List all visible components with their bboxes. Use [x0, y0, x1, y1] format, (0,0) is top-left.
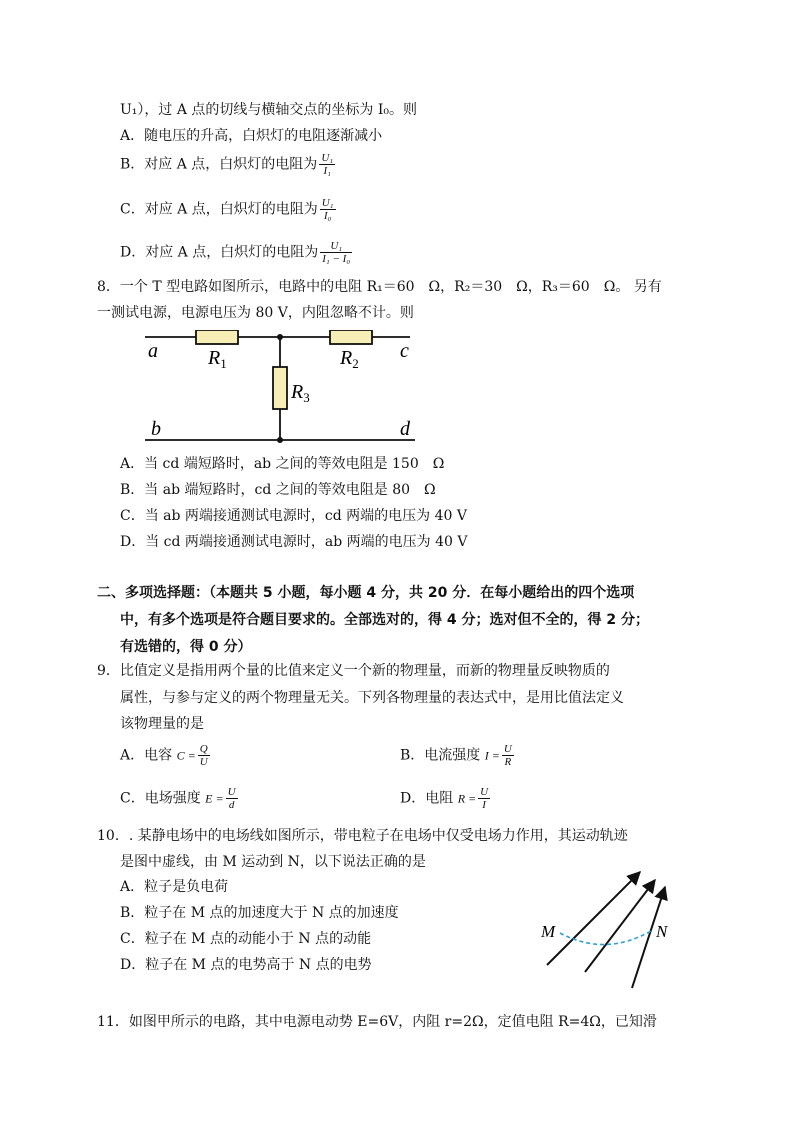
section-2-heading-line-2: 中，有多个选项是符合题目要求的。全部选对的，得 4 分；选对但不全的，得 2 分；	[120, 612, 649, 628]
q9-option-d	[400, 786, 490, 811]
q9-option-b	[400, 743, 514, 768]
q7-option-c	[120, 197, 336, 222]
junction-bottom	[277, 437, 283, 443]
q8-line-1: 8．一个 T 型电路如图所示，电路中的电阻 R₁＝60 Ω，R₂＝30 Ω，R₃＝60 Ω。 另有	[97, 279, 662, 295]
q10-line-2: 是图中虚线，由 M 运动到 N，以下说法正确的是	[120, 854, 426, 870]
field-line-middle	[585, 880, 655, 972]
terminal-c-label: c	[400, 340, 409, 362]
q7-intro: U₁），过 A 点的切线与横轴交点的坐标为 I₀。则	[120, 102, 418, 118]
terminal-a-label: a	[148, 340, 158, 362]
fraction-denominator: I₀	[323, 210, 332, 222]
junction-top	[277, 334, 283, 340]
q9-option-d-text: D．电阻	[400, 790, 454, 807]
fraction-numerator: U₁	[321, 152, 334, 164]
fraction-denominator: I₁	[323, 165, 331, 177]
point-m-label: M	[541, 922, 556, 941]
resistor-r3	[273, 367, 287, 409]
fraction-denominator: U	[199, 756, 208, 768]
terminal-d-label: d	[400, 418, 410, 440]
q9-option-b-text: B．电流强度	[400, 747, 481, 764]
q7-option-b	[120, 152, 335, 177]
fraction-denominator: R	[504, 756, 512, 768]
q9-line-3: 该物理量的是	[120, 716, 204, 732]
formula-lhs: E =	[205, 791, 224, 806]
formula-lhs: C =	[176, 748, 196, 763]
q9-option-c	[120, 786, 238, 811]
q9-option-a	[120, 743, 210, 768]
fraction-numerator: U	[503, 743, 512, 755]
q7-option-b-text: B．对应 A 点，白炽灯的电阻为	[120, 156, 318, 173]
q9-option-c-fraction	[226, 786, 238, 811]
fraction-numerator: U	[227, 786, 236, 798]
r1-label: $R_1$	[208, 347, 227, 371]
q9-line-1: 9．比值定义是指用两个量的比值来定义一个新的物理量，而新的物理量反映物质的	[97, 663, 610, 679]
resistor-r1	[196, 330, 238, 344]
q7-option-d-text: D．对应 A 点，白炽灯的电阻为	[120, 244, 319, 261]
q7-option-c-fraction	[320, 197, 336, 222]
r3-label: $R_3$	[291, 381, 310, 405]
q7-option-a: A．随电压的升高，白炽灯的电阻逐渐减小	[120, 128, 383, 144]
electric-field-diagram	[535, 860, 705, 995]
q8-line-2: 一测试电源，电源电压为 80 V，内阻忽略不计。则	[97, 305, 414, 321]
fraction-denominator: I₁ − I₀	[322, 253, 351, 265]
fraction-numerator: U	[480, 786, 489, 798]
q10-option-d: D．粒子在 M 点的电势高于 N 点的电势	[120, 957, 372, 973]
terminal-b-label: b	[151, 418, 161, 440]
section-2-heading-line-3: 有选错的，得 0 分）	[120, 639, 252, 655]
q8-option-d: D．当 cd 两端接通测试电源时，ab 两端的电压为 40 V	[120, 534, 468, 550]
q9-option-a-text: A．电容	[120, 747, 173, 764]
fraction-numerator: U₁	[320, 240, 352, 253]
q9-line-2: 属性，与参与定义的两个物理量无关。下列各物理量的表达式中，是用比值法定义	[120, 690, 624, 706]
resistor-r2	[330, 330, 372, 344]
q8-option-a: A．当 cd 端短路时，ab 之间的等效电阻是 150 Ω	[120, 456, 445, 472]
t-circuit-diagram	[145, 330, 445, 445]
q8-option-c: C．当 ab 两端接通测试电源时，cd 两端的电压为 40 V	[120, 508, 467, 524]
q9-option-d-fraction	[478, 786, 490, 811]
q8-option-b: B．当 ab 端短路时，cd 之间的等效电阻是 80 Ω	[120, 482, 436, 498]
q10-line-1: 10．. 某静电场中的电场线如图所示，带电粒子在电场中仅受电场力作用，其运动轨迹	[97, 828, 628, 844]
fraction-numerator: U₁	[321, 197, 334, 209]
q7-option-c-text: C．对应 A 点，白炽灯的电阻为	[120, 201, 318, 218]
q9-option-c-text: C．电场强度	[120, 790, 201, 807]
point-n-label: N	[656, 922, 668, 941]
q10-option-a: A．粒子是负电荷	[120, 879, 229, 895]
q7-option-b-fraction	[319, 152, 335, 177]
q10-option-c: C．粒子在 M 点的动能小于 N 点的动能	[120, 931, 372, 947]
q7-option-d	[120, 240, 352, 265]
fraction-denominator: I	[482, 799, 486, 811]
fraction-numerator: Q	[199, 743, 208, 755]
r2-label: $R_2$	[340, 347, 359, 371]
q9-option-a-fraction	[198, 743, 210, 768]
q7-option-d-fraction	[320, 240, 352, 265]
formula-lhs: I =	[484, 748, 500, 763]
formula-lhs: R =	[457, 791, 477, 806]
section-2-heading-line-1: 二、多项选择题：（本题共 5 小题，每小题 4 分，共 20 分．在每小题给出的四个选项	[97, 585, 635, 601]
q10-option-b: B．粒子在 M 点的加速度大于 N 点的加速度	[120, 905, 399, 921]
fraction-denominator: d	[228, 799, 235, 811]
q11-line-1: 11．如图甲所示的电路，其中电源电动势 E=6V，内阻 r=2Ω，定值电阻 R=4Ω，已知滑	[97, 1014, 657, 1030]
q9-option-b-fraction	[502, 743, 514, 768]
